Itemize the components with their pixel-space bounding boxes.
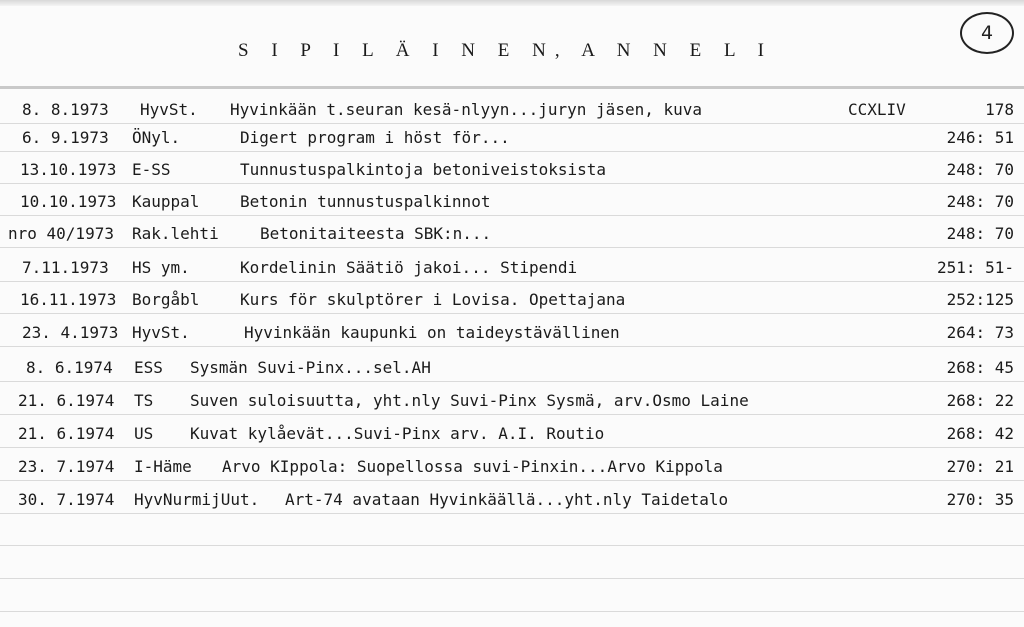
entry-date: 10.10.1973 [20, 192, 117, 211]
entry-rule [0, 183, 1024, 184]
entry-rule [0, 381, 1024, 382]
entry-reference: 252:125 [946, 290, 1014, 309]
card-heading: S I P I L Ä I N E N, A N N E L I [238, 40, 773, 61]
blank-rule [0, 545, 1024, 546]
entry-source: HS ym. [132, 258, 190, 277]
entry-title: Betonin tunnustuspalkinnot [240, 192, 491, 211]
card-entry [0, 286, 1024, 316]
card-entry [0, 156, 1024, 186]
entry-source: HyvNurmijUut. [134, 490, 260, 509]
card-entry [0, 387, 1024, 417]
entry-source: HyvSt. [132, 323, 190, 342]
entry-reference: 248: 70 [946, 192, 1014, 211]
entry-title: Kuvat kylåevät...Suvi-Pinx arv. A.I. Routio [190, 424, 605, 443]
entry-title: Digert program i höst för... [240, 128, 510, 147]
entry-title: Sysmän Suvi-Pinx...sel.AH [190, 358, 431, 377]
entry-rule [0, 447, 1024, 448]
blank-rule [0, 611, 1024, 612]
entry-title: Kurs för skulptörer i Lovisa. Opettajana [240, 290, 626, 309]
entry-date: 21. 6.1974 [18, 424, 115, 443]
entry-rule [0, 480, 1024, 481]
entry-reference: 268: 45 [946, 358, 1014, 377]
entry-reference: 246: 51 [946, 128, 1014, 147]
entry-reference: 270: 21 [946, 457, 1014, 476]
entry-reference: 248: 70 [946, 224, 1014, 243]
entry-date: 23. 7.1974 [18, 457, 115, 476]
card-entry [0, 453, 1024, 483]
card-entry [0, 188, 1024, 218]
entry-title: Hyvinkään t.seuran kesä-nlyyn...juryn jäsen, kuva [230, 100, 703, 119]
entry-date: 8. 6.1974 [26, 358, 113, 377]
entry-rule [0, 215, 1024, 216]
blank-rule [0, 578, 1024, 579]
entry-date: 23. 4.1973 [22, 323, 119, 342]
entry-title: Suven suloisuutta, yht.nly Suvi-Pinx Sysmä, arv.Osmo Laine [190, 391, 749, 410]
card-entry [0, 220, 1024, 250]
entry-source: HyvSt. [140, 100, 198, 119]
entry-reference: 270: 35 [946, 490, 1014, 509]
entry-date: 8. 8.1973 [22, 100, 109, 119]
entry-reference: 248: 70 [946, 160, 1014, 179]
entry-title: Kordelinin Säätiö jakoi... Stipendi [240, 258, 578, 277]
card-top-edge [0, 0, 1024, 6]
entry-date: 21. 6.1974 [18, 391, 115, 410]
entry-source: ESS [134, 358, 163, 377]
entry-source: Rak.lehti [132, 224, 219, 243]
entry-date: 6. 9.1973 [22, 128, 109, 147]
entry-date: 7.11.1973 [22, 258, 109, 277]
entry-rule [0, 281, 1024, 282]
card-number-badge: 4 [960, 12, 1014, 54]
entry-volume: CCXLIV [848, 100, 906, 119]
entry-source: US [134, 424, 154, 443]
entry-title: Betonitaiteesta SBK:n... [260, 224, 492, 243]
entry-date: nro 40/1973 [8, 224, 114, 243]
entry-source: ÖNyl. [132, 128, 181, 147]
entry-source: Borgåbl [132, 290, 200, 309]
entry-rule [0, 247, 1024, 248]
entry-reference: 264: 73 [946, 323, 1014, 342]
card-entry [0, 420, 1024, 450]
header-rule [0, 86, 1024, 89]
entry-source: I-Häme [134, 457, 192, 476]
entry-reference: 251: 51- [936, 258, 1014, 277]
entry-date: 16.11.1973 [20, 290, 117, 309]
card-entry [0, 354, 1024, 384]
entry-rule [0, 414, 1024, 415]
entry-source: E-SS [132, 160, 171, 179]
card-entry [0, 486, 1024, 516]
entry-reference: 268: 42 [946, 424, 1014, 443]
entry-rule [0, 313, 1024, 314]
entry-title: Art-74 avataan Hyvinkäällä...yht.nly Taidetalo [285, 490, 729, 509]
entry-date: 30. 7.1974 [18, 490, 115, 509]
entry-rule [0, 346, 1024, 347]
entry-title: Hyvinkään kaupunki on taideystävällinen [244, 323, 620, 342]
card-entry [0, 96, 1024, 126]
entry-date: 13.10.1973 [20, 160, 117, 179]
entry-rule [0, 513, 1024, 514]
entry-source: Kauppal [132, 192, 200, 211]
entry-source: TS [134, 391, 154, 410]
entry-rule [0, 151, 1024, 152]
entry-title: Tunnustuspalkintoja betoniveistoksista [240, 160, 607, 179]
card-entry [0, 124, 1024, 154]
card-entry [0, 319, 1024, 349]
card-entry [0, 254, 1024, 284]
entry-reference: 268: 22 [946, 391, 1014, 410]
entry-title: Arvo KIppola: Suopellossa suvi-Pinxin...Arvo Kippola [222, 457, 723, 476]
entry-reference: 178 [985, 100, 1014, 119]
